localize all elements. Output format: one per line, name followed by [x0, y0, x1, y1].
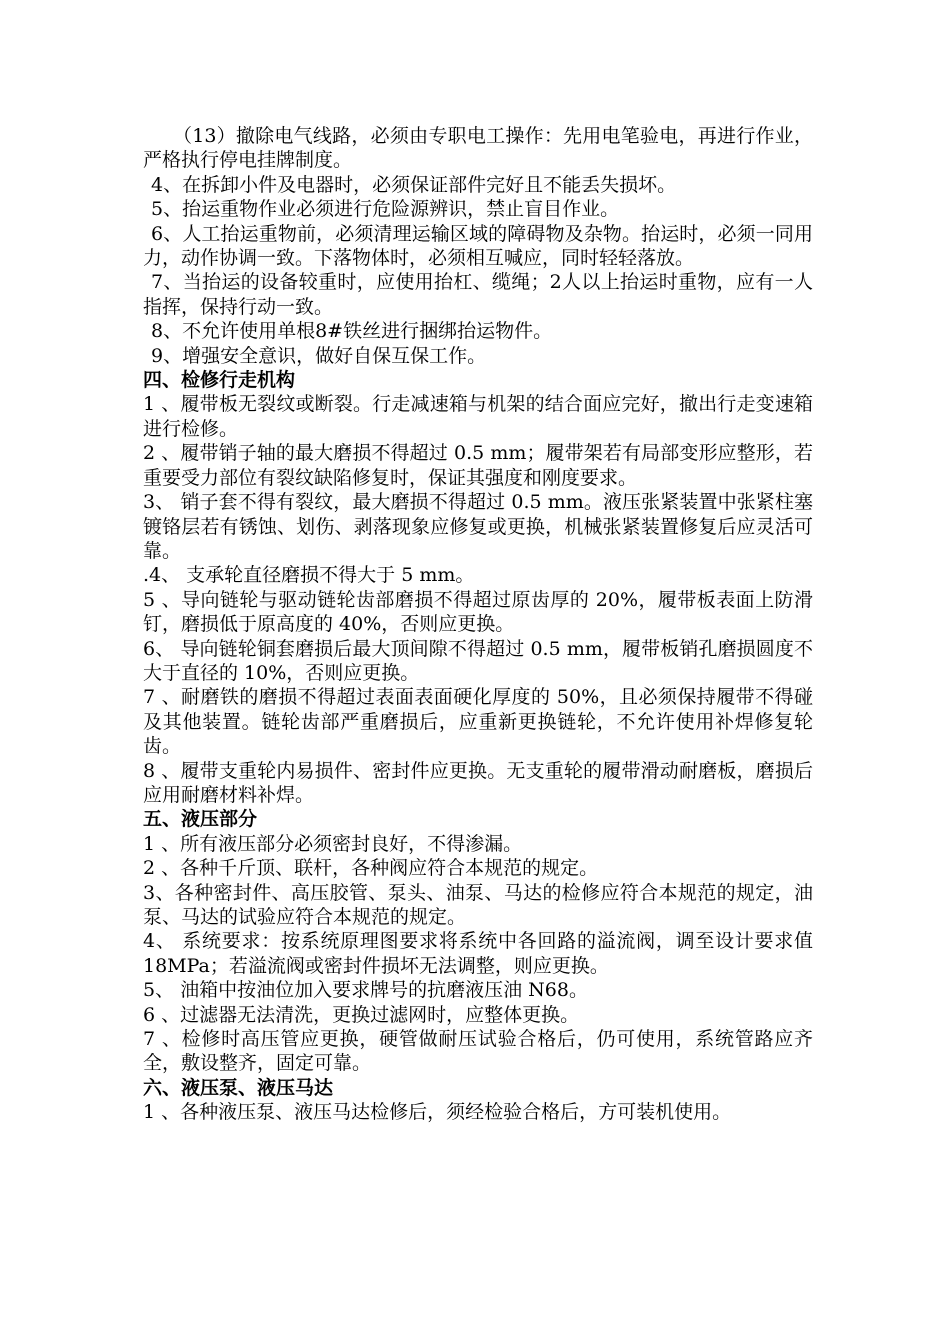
pump-motor-item-1: 1 、各种液压泵、液压马达检修后，须经检验合格后，方可装机使用。: [143, 1101, 732, 1124]
hydraulic-item-5: 5、 油箱中按油位加入要求牌号的抗磨液压油 N68。: [143, 979, 588, 1002]
walking-item-6: 6、 导向链轮铜套磨损后最大顶间隙不得超过 0.5 mm，履带板销孔磨损圆度不大于直径的 10%，否则应更换。: [143, 637, 813, 684]
paragraph-13: （13）撤除电气线路，必须由专职电工操作：先用电笔验电，再进行作业，严格执行停电挂牌制度。: [143, 125, 813, 172]
hydraulic-item-2: 2 、各种千斤顶、联杆，各种阀应符合本规范的规定。: [143, 857, 599, 880]
hydraulic-item-4: 4、 系统要求：按系统原理图要求将系统中各回路的溢流阀，调至设计要求值 18MPa；若溢流阀或密封件损坏无法调整，则应更换。: [143, 930, 813, 977]
paragraph-7: 7、当抬运的设备较重时，应使用抬杠、缆绳；2人以上抬运时重物，应有一人指挥，保持行动一致。: [143, 271, 813, 318]
hydraulic-item-6: 6 、过滤器无法清洗，更换过滤网时，应整体更换。: [143, 1003, 580, 1026]
paragraph-8: 8、不允许使用单根8#铁丝进行捆绑抬运物件。: [151, 320, 553, 343]
paragraph-9: 9、增强安全意识，做好自保互保工作。: [151, 344, 487, 367]
walking-item-4: .4、 支承轮直径磨损不得大于 5 mm。: [143, 564, 475, 587]
paragraph-5: 5、抬运重物作业必须进行危险源辨识，禁止盲目作业。: [151, 198, 620, 221]
walking-item-3: 3、 销子套不得有裂纹，最大磨损不得超过 0.5 mm。液压张紧装置中张紧柱塞镀铬层若有锈蚀、划伤、剥落现象应修复或更换，机械张紧装置修复后应灵活可靠。: [143, 491, 813, 562]
section-heading-hydraulic-part: 五、液压部分: [143, 808, 258, 831]
walking-item-2: 2 、履带销子轴的最大磨损不得超过 0.5 mm；履带架若有局部变形应整形，若重要受力部位有裂纹缺陷修复时，保证其强度和刚度要求。: [143, 442, 813, 489]
hydraulic-item-1: 1 、所有液压部分必须密封良好，不得渗漏。: [143, 832, 523, 855]
paragraph-6: 6、人工抬运重物前，必须清理运输区域的障碍物及杂物。抬运时，必须一同用力，动作协调一致。下落物体时，必须相互喊应，同时轻轻落放。: [143, 222, 813, 270]
walking-item-8: 8 、履带支重轮内易损件、密封件应更换。无支重轮的履带滑动耐磨板，磨损后应用耐磨材料补焊。: [143, 759, 813, 806]
document-page: [143, 124, 813, 1125]
section-heading-pump-motor: 六、液压泵、液压马达: [143, 1076, 334, 1099]
paragraph-4: 4、在拆卸小件及电器时，必须保证部件完好且不能丢失损坏。: [151, 173, 677, 196]
hydraulic-item-3: 3、各种密封件、高压胶管、泵头、油泵、马达的检修应符合本规范的规定，油泵、马达的试验应符合本规范的规定。: [143, 881, 813, 928]
hydraulic-item-7: 7 、检修时高压管应更换，硬管做耐压试验合格后，仍可使用，系统管路应齐全，敷设整齐，固定可靠。: [143, 1028, 813, 1075]
section-heading-walking-mechanism: 四、检修行走机构: [143, 369, 296, 392]
walking-item-1: 1 、履带板无裂纹或断裂。行走减速箱与机架的结合面应完好，撤出行走变速箱进行检修。: [143, 393, 813, 440]
walking-item-7: 7 、耐磨铁的磨损不得超过表面表面硬化厚度的 50%，且必须保持履带不得碰及其他装置。链轮齿部严重磨损后，应重新更换链轮，不允许使用补焊修复轮齿。: [143, 686, 813, 758]
walking-item-5: 5 、导向链轮与驱动链轮齿部磨损不得超过原齿厚的 20%，履带板表面上防滑钉，磨损低于原高度的 40%，否则应更换。: [143, 588, 813, 636]
